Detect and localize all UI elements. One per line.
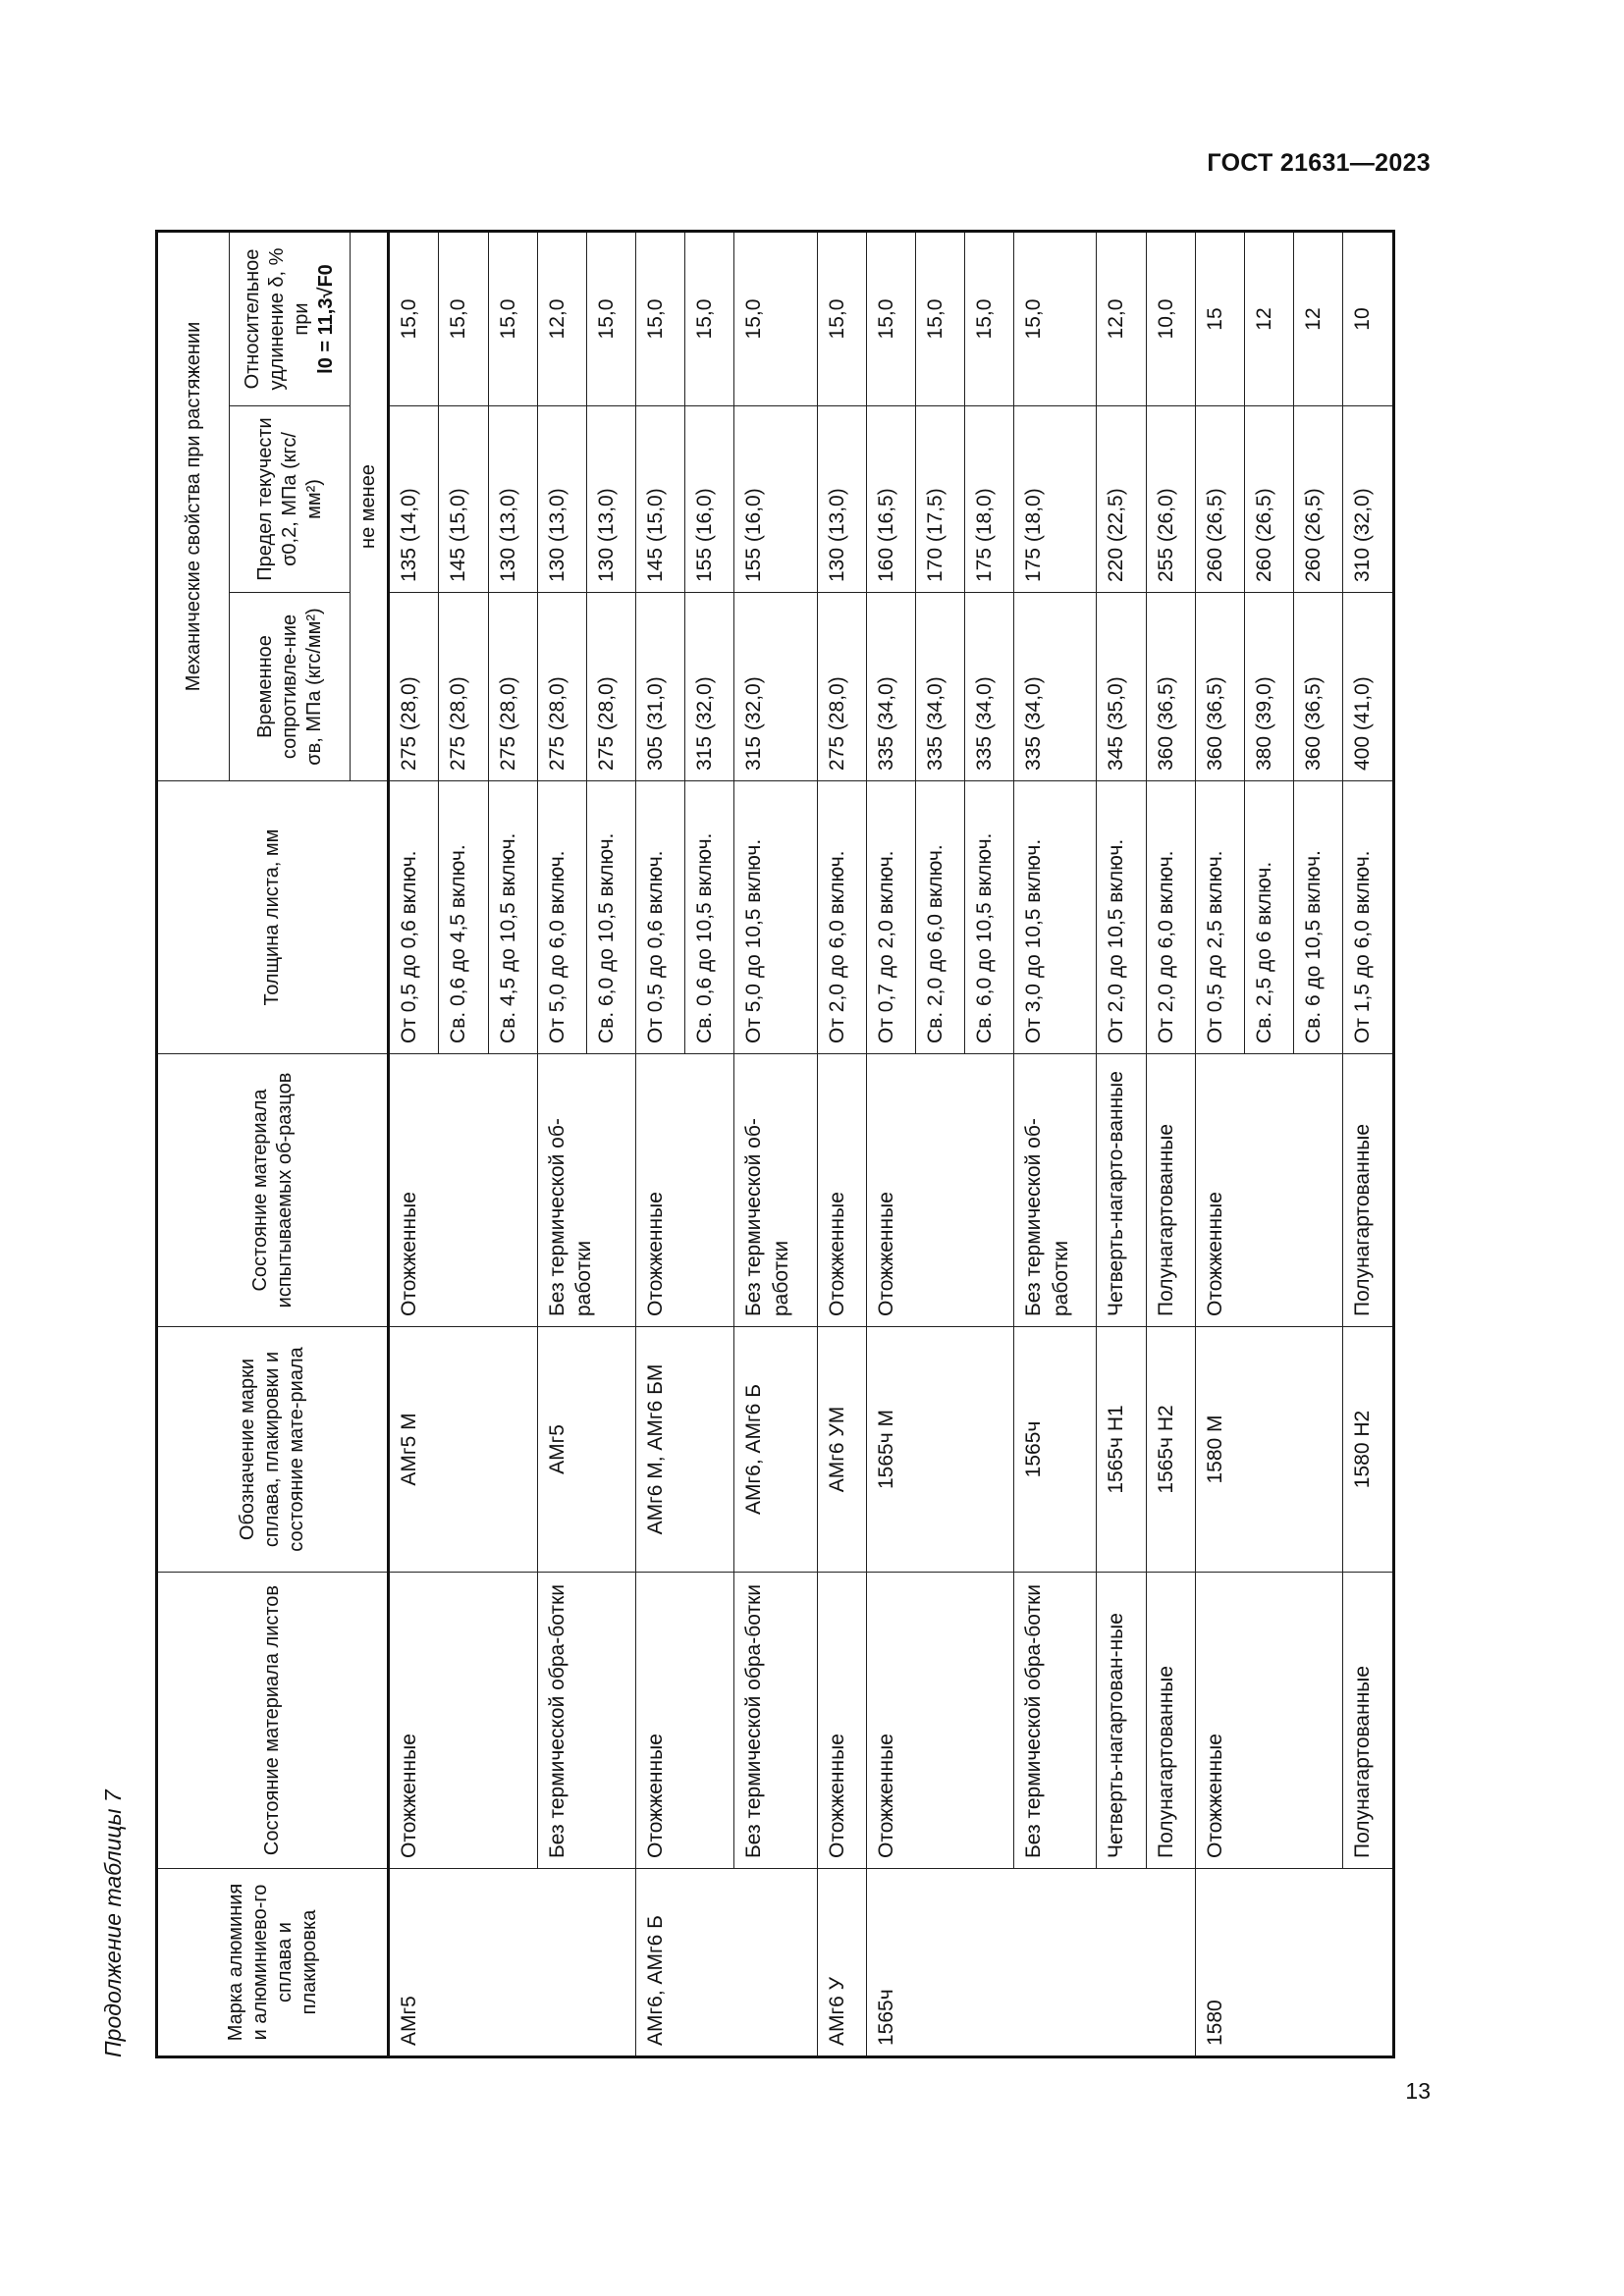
cell-sheet-state: Полунагартованные	[1146, 1573, 1195, 1869]
cell-grade: АМг6, АМг6 Б	[636, 1869, 818, 2057]
cell-tensile: 360 (36,5)	[1294, 593, 1343, 781]
cell-designation: АМг6 УМ	[817, 1327, 866, 1573]
cell-thickness: От 3,0 до 10,5 включ.	[1014, 781, 1097, 1054]
cell-sample-state: Отожженные	[1195, 1054, 1343, 1327]
cell-grade: 1565ч	[866, 1869, 1195, 2057]
cell-tensile: 345 (35,0)	[1097, 593, 1146, 781]
cell-yield: 145 (15,0)	[439, 406, 488, 593]
cell-yield: 135 (14,0)	[389, 406, 439, 593]
cell-yield: 260 (26,5)	[1245, 406, 1294, 593]
head-tensile: Временное сопротивле-ние σв, МПа (кгс/мм²)	[230, 593, 351, 781]
cell-sheet-state: Отожженные	[866, 1573, 1014, 1869]
cell-sheet-state: Отожженные	[817, 1573, 866, 1869]
table-row	[1343, 232, 1394, 2057]
properties-table	[155, 230, 1395, 2058]
cell-sample-state: Полунагартованные	[1343, 1054, 1394, 1327]
cell-yield: 155 (16,0)	[685, 406, 734, 593]
cell-tensile: 360 (36,5)	[1146, 593, 1195, 781]
cell-elongation: 15,0	[915, 232, 964, 406]
cell-sheet-state: Отожженные	[1195, 1573, 1343, 1869]
head-sample-state: Состояние материала испытываемых об-разцов	[157, 1054, 389, 1327]
cell-elongation: 15,0	[817, 232, 866, 406]
cell-yield: 310 (32,0)	[1343, 406, 1394, 593]
cell-sample-state: Отожженные	[389, 1054, 538, 1327]
cell-elongation: 12	[1294, 232, 1343, 406]
cell-tensile: 305 (31,0)	[636, 593, 685, 781]
head-designation: Обозначение марки сплава, плакировки и состояние мате-риала	[157, 1327, 389, 1573]
rotated-table-wrapper	[155, 233, 1395, 2058]
cell-sheet-state: Четверть-нагартован-ные	[1097, 1573, 1146, 1869]
head-yield: Предел текучести σ0,2, МПа (кгс/мм²)	[230, 406, 351, 593]
cell-designation: 1580 М	[1195, 1327, 1343, 1573]
cell-tensile: 335 (34,0)	[866, 593, 915, 781]
standard-number: ГОСТ 21631—2023	[1207, 149, 1431, 177]
head-elongation	[230, 232, 351, 406]
cell-elongation: 15,0	[685, 232, 734, 406]
cell-elongation: 15,0	[636, 232, 685, 406]
cell-thickness: От 2,0 до 10,5 включ.	[1097, 781, 1146, 1054]
head-elongation-text: Относительное удлинение δ, % при	[242, 247, 312, 391]
cell-thickness: Св. 2,0 до 6,0 включ.	[915, 781, 964, 1054]
cell-designation: 1580 Н2	[1343, 1327, 1394, 1573]
cell-yield: 170 (17,5)	[915, 406, 964, 593]
caption-text: Продолжение таблицы 7	[100, 1789, 126, 2057]
cell-thickness: Св. 4,5 до 10,5 включ.	[488, 781, 537, 1054]
cell-yield: 130 (13,0)	[537, 406, 586, 593]
cell-thickness: Св. 2,5 до 6 включ.	[1245, 781, 1294, 1054]
head-grade: Марка алюминия и алюминиево-го сплава и плакировка	[157, 1869, 389, 2057]
cell-tensile: 315 (32,0)	[734, 593, 817, 781]
cell-thickness: От 0,5 до 0,6 включ.	[389, 781, 439, 1054]
cell-designation: АМг6 М, АМг6 БМ	[636, 1327, 734, 1573]
cell-thickness: От 5,0 до 6,0 включ.	[537, 781, 586, 1054]
cell-sample-state: Без термической об-работки	[537, 1054, 635, 1327]
head-min-note: не менее	[351, 232, 389, 781]
cell-sample-state: Отожженные	[636, 1054, 734, 1327]
cell-yield: 255 (26,0)	[1146, 406, 1195, 593]
cell-thickness: Св. 0,6 до 4,5 включ.	[439, 781, 488, 1054]
cell-designation: 1565ч Н2	[1146, 1327, 1195, 1573]
cell-elongation: 15,0	[586, 232, 635, 406]
cell-elongation: 15	[1195, 232, 1244, 406]
cell-thickness: От 0,7 до 2,0 включ.	[866, 781, 915, 1054]
cell-thickness: От 2,0 до 6,0 включ.	[1146, 781, 1195, 1054]
table-row	[1097, 232, 1146, 2057]
cell-grade: 1580	[1195, 1869, 1393, 2057]
table-row	[537, 232, 586, 2057]
cell-tensile: 335 (34,0)	[1014, 593, 1097, 781]
table-row	[1014, 232, 1097, 2057]
cell-tensile: 275 (28,0)	[537, 593, 586, 781]
cell-tensile: 335 (34,0)	[965, 593, 1014, 781]
cell-yield: 155 (16,0)	[734, 406, 817, 593]
cell-sheet-state: Без термической обра-ботки	[734, 1573, 817, 1869]
cell-sample-state: Отожженные	[866, 1054, 1014, 1327]
cell-thickness: Св. 0,6 до 10,5 включ.	[685, 781, 734, 1054]
cell-elongation: 10	[1343, 232, 1394, 406]
cell-elongation: 15,0	[866, 232, 915, 406]
cell-yield: 220 (22,5)	[1097, 406, 1146, 593]
cell-tensile: 275 (28,0)	[586, 593, 635, 781]
cell-elongation: 15,0	[389, 232, 439, 406]
cell-yield: 160 (16,5)	[866, 406, 915, 593]
cell-yield: 130 (13,0)	[817, 406, 866, 593]
cell-yield: 130 (13,0)	[488, 406, 537, 593]
cell-yield: 260 (26,5)	[1294, 406, 1343, 593]
cell-tensile: 360 (36,5)	[1195, 593, 1244, 781]
cell-sample-state: Четверть-нагарто-ванные	[1097, 1054, 1146, 1327]
cell-tensile: 275 (28,0)	[439, 593, 488, 781]
cell-thickness: От 2,0 до 6,0 включ.	[817, 781, 866, 1054]
table-row	[734, 232, 817, 2057]
cell-tensile: 335 (34,0)	[915, 593, 964, 781]
table-row	[636, 232, 685, 2057]
cell-tensile: 315 (32,0)	[685, 593, 734, 781]
cell-yield: 175 (18,0)	[965, 406, 1014, 593]
cell-thickness: Св. 6,0 до 10,5 включ.	[586, 781, 635, 1054]
table-row	[1195, 232, 1244, 2057]
cell-sample-state: Полунагартованные	[1146, 1054, 1195, 1327]
cell-sheet-state: Без термической обра-ботки	[1014, 1573, 1097, 1869]
table-body	[389, 232, 1394, 2057]
head-thickness: Толщина листа, мм	[157, 781, 389, 1054]
cell-elongation: 15,0	[1014, 232, 1097, 406]
table-row	[866, 232, 915, 2057]
cell-designation: 1565ч	[1014, 1327, 1097, 1573]
cell-sheet-state: Отожженные	[636, 1573, 734, 1869]
cell-thickness: Св. 6,0 до 10,5 включ.	[965, 781, 1014, 1054]
cell-designation: 1565ч Н1	[1097, 1327, 1146, 1573]
cell-sample-state: Без термической об-работки	[734, 1054, 817, 1327]
cell-thickness: Св. 6 до 10,5 включ.	[1294, 781, 1343, 1054]
cell-thickness: От 0,5 до 0,6 включ.	[636, 781, 685, 1054]
cell-yield: 145 (15,0)	[636, 406, 685, 593]
cell-sheet-state: Полунагартованные	[1343, 1573, 1394, 1869]
table-row	[817, 232, 866, 2057]
table-row	[1146, 232, 1195, 2057]
cell-tensile: 275 (28,0)	[389, 593, 439, 781]
cell-designation: АМг5 М	[389, 1327, 538, 1573]
cell-yield: 260 (26,5)	[1195, 406, 1244, 593]
page-number: 13	[1405, 2078, 1431, 2104]
cell-elongation: 12	[1245, 232, 1294, 406]
cell-thickness: От 1,5 до 6,0 включ.	[1343, 781, 1394, 1054]
head-mech-props: Механические свойства при растяжении	[157, 232, 230, 781]
cell-elongation: 15,0	[965, 232, 1014, 406]
cell-designation: АМг5	[537, 1327, 635, 1573]
cell-elongation: 15,0	[439, 232, 488, 406]
cell-elongation: 15,0	[734, 232, 817, 406]
cell-yield: 130 (13,0)	[586, 406, 635, 593]
cell-elongation: 12,0	[1097, 232, 1146, 406]
cell-grade: АМг5	[389, 1869, 636, 2057]
cell-elongation: 10,0	[1146, 232, 1195, 406]
cell-designation: 1565ч М	[866, 1327, 1014, 1573]
cell-tensile: 400 (41,0)	[1343, 593, 1394, 781]
cell-sample-state: Отожженные	[817, 1054, 866, 1327]
head-elongation-formula: l0 = 11,3√F0	[315, 264, 337, 374]
cell-tensile: 380 (39,0)	[1245, 593, 1294, 781]
cell-designation: АМг6, АМг6 Б	[734, 1327, 817, 1573]
cell-elongation: 15,0	[488, 232, 537, 406]
cell-sample-state: Без термической об-работки	[1014, 1054, 1097, 1327]
cell-grade: АМг6 У	[817, 1869, 866, 2057]
cell-sheet-state: Без термической обра-ботки	[537, 1573, 635, 1869]
cell-elongation: 12,0	[537, 232, 586, 406]
cell-tensile: 275 (28,0)	[488, 593, 537, 781]
cell-tensile: 275 (28,0)	[817, 593, 866, 781]
head-sheet-state: Состояние материала листов	[157, 1573, 389, 1869]
cell-yield: 175 (18,0)	[1014, 406, 1097, 593]
cell-thickness: От 5,0 до 10,5 включ.	[734, 781, 817, 1054]
cell-sheet-state: Отожженные	[389, 1573, 538, 1869]
cell-thickness: От 0,5 до 2,5 включ.	[1195, 781, 1244, 1054]
table-row	[389, 232, 439, 2057]
